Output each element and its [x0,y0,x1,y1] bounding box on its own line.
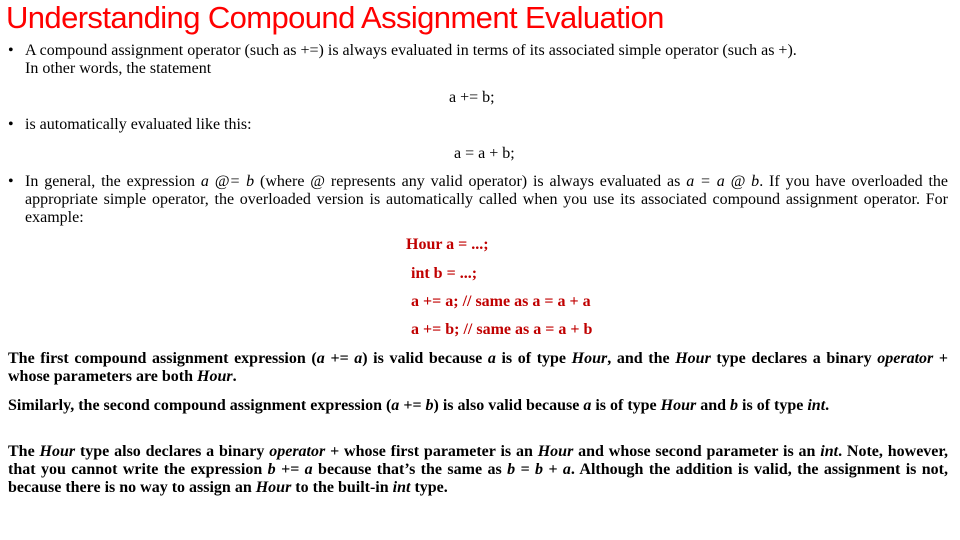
slide-title: Understanding Compound Assignment Evaluation [6,0,664,35]
bullet-compound-operator [8,42,948,78]
code-line: a += b; // same as a = a + b [411,321,593,338]
code-line: Hour a = ...; [406,236,489,253]
bullet-marker: • [8,42,14,59]
bullet-text-line1: A compound assignment operator (such as +=) is always evaluated in terms of its associated simple operator (such as +). [25,42,797,59]
bullet-evaluated-like [8,116,948,134]
bullet-general-rule [8,173,948,227]
paragraph-first-expression: The first compound assignment expression (a += a) is valid because a is of type Hour, and the Hour type declares a binary operator + whose parameters are both Hour. [8,350,949,385]
code-line: int b = ...; [411,265,478,282]
bullet-text: is automatically evaluated like this: [25,116,252,133]
bullet-marker: • [8,173,14,190]
paragraph-second-expression: Similarly, the second compound assignment expression (a += b) is also valid because a is of type Hour and b is of type int. [8,397,830,414]
bullet-marker: • [8,116,14,133]
bullet-text-line2: In other words, the statement [25,60,212,77]
example-evaluation: a = a + b; [454,145,515,162]
example-statement: a += b; [449,89,495,106]
bullet-text: In general, the expression a @= b (where @ represents any valid operator) is always evaluated as a = a @ b. If you have overloaded the appropriate simple operator, the overloaded version is automatically called when you use its associated compound assignment operator. For example: [25,173,949,226]
paragraph-hour-type: The Hour type also declares a binary operator + whose first parameter is an Hour and whose second parameter is an int. Note, however, that you cannot write the expression b += a because that’s the same as b = b + a. Although the addition is valid, the assignment is not, because there is no way to assign an Hour to the built-in int type. [8,443,949,496]
code-line: a += a; // same as a = a + a [411,293,591,310]
